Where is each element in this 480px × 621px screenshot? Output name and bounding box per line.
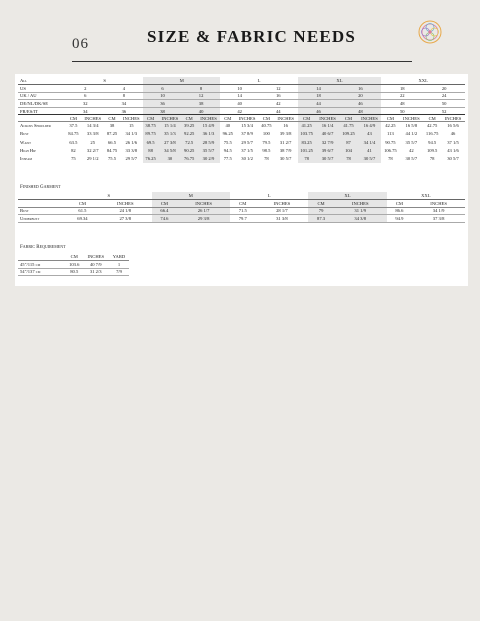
size-value: 44 (298, 100, 340, 108)
measurement-value: 29 1/2 (86, 156, 99, 162)
measurement-value: 40 (225, 123, 231, 129)
unit-inches: INCHES (316, 115, 340, 122)
garment-size-xl: XL (308, 192, 386, 200)
region-label: DE/NL/DK/SE (18, 100, 66, 108)
size-value: 16 (259, 92, 298, 100)
measurement-value: 30 (158, 155, 182, 163)
conversion-row (18, 100, 465, 108)
measurement-value: 78 (429, 156, 435, 162)
size-value: 38 (182, 100, 221, 108)
measurement-value: 79.5 (262, 139, 271, 145)
size-value: 20 (423, 85, 465, 93)
unit-cm: CM (66, 253, 83, 261)
measurement-value: 38 (109, 123, 115, 129)
measurement-value: 37 8/9 (241, 131, 253, 137)
unit-inches: INCHES (403, 115, 420, 121)
garment-value: 24 1/8 (99, 207, 152, 215)
measurement-value: 39 3/8 (279, 131, 292, 137)
size-value: 46 (339, 100, 381, 108)
garment-value: 61.5 (66, 207, 99, 215)
fabric-value: 40 7/9 (83, 261, 109, 269)
unit-cm: CM (339, 115, 357, 122)
measurement-value: 15 (129, 123, 134, 129)
measurement-value: 38.75 (143, 121, 158, 129)
size-value: 42 (259, 100, 298, 108)
unit-yard: YARD (109, 253, 129, 261)
unit-inches: INCHES (83, 253, 109, 261)
measurement-value: 72.5 (182, 138, 197, 146)
size-value: 6 (66, 92, 105, 100)
garment-unit-row (18, 200, 465, 208)
measurement-value: 40 6/7 (316, 130, 340, 138)
size-value: 10 (143, 92, 182, 100)
measurement-value: 14 3/4 (86, 123, 99, 129)
garment-value: 37 3/8 (412, 215, 465, 223)
unit-cm: CM (152, 200, 178, 208)
size-value: 14 (220, 92, 259, 100)
garment-value: 31 3/8 (256, 215, 309, 223)
measurement-value: 29 5/7 (125, 156, 138, 162)
measurement-value: 41.25 (298, 121, 316, 129)
size-value: 38 (143, 107, 182, 115)
measurement-label: Inseam (20, 156, 33, 162)
measurement-label: Waist (20, 139, 32, 145)
region-label: US (18, 85, 66, 93)
measurement-value: 41 (358, 146, 382, 154)
measurement-value: 29 5/7 (241, 139, 253, 145)
measurement-value: 113 (387, 131, 394, 137)
measurement-value: 34 5/8 (158, 146, 182, 154)
measurement-value: 33 3/8 (125, 148, 138, 153)
measurement-value: 92.25 (182, 130, 197, 138)
garment-value: 79 (308, 207, 334, 215)
unit-inches: INCHES (334, 200, 387, 208)
measurement-value: 76.75 (182, 155, 197, 163)
garment-value: 74.6 (152, 215, 178, 223)
measurement-label: High Hip (20, 148, 36, 153)
unit-cm: CM (308, 200, 334, 208)
conversion-row (18, 107, 465, 115)
size-value: 42 (220, 107, 259, 115)
measurement-value: 35 5/7 (197, 146, 221, 154)
size-value: 14 (298, 85, 340, 93)
size-value: 34 (66, 107, 105, 115)
measurement-value: 90.25 (182, 146, 197, 154)
size-value: 52 (423, 107, 465, 115)
measurement-value: 103.75 (298, 130, 316, 138)
measurement-value: 84.75 (106, 148, 118, 153)
measurement-value: 42 (409, 148, 414, 153)
garment-value: 29 3/8 (177, 215, 230, 223)
unit-inches: INCHES (256, 200, 309, 208)
size-value: 2 (66, 85, 105, 93)
conversion-row (18, 85, 465, 93)
size-value: 46 (298, 107, 340, 115)
garment-value: 71.5 (230, 207, 256, 215)
measurement-value: 106.75 (384, 148, 397, 153)
measurement-value: 83.25 (298, 138, 316, 146)
garment-size-m: M (152, 192, 230, 200)
measurement-value: 15 1/4 (158, 121, 182, 129)
measurement-value: 37 1/5 (447, 139, 459, 145)
garment-value: 69.34 (66, 215, 99, 223)
measurement-value: 30 5/7 (405, 156, 418, 162)
garment-value: 94.9 (387, 215, 413, 223)
measurement-value: 26 1/6 (125, 139, 138, 145)
garment-value: 34 3/8 (334, 215, 387, 223)
measurement-value: 41.75 (339, 121, 357, 129)
unit-spacer (18, 253, 66, 261)
measurement-value: 33 3/8 (86, 131, 99, 137)
fabric-value: 31 2/3 (83, 268, 109, 276)
garment-label: Underbust (18, 215, 66, 223)
fabric-row (18, 261, 129, 269)
size-value: 22 (381, 92, 423, 100)
unit-inches: INCHES (177, 200, 230, 208)
measurement-value: 78 (264, 156, 269, 162)
unit-cm: CM (262, 115, 270, 121)
measurement-value: 89.75 (143, 130, 158, 138)
measurement-value: 98.5 (262, 148, 271, 153)
measurement-value: 76.25 (143, 155, 158, 163)
measurement-value: 96.25 (222, 131, 233, 137)
size-header-m: M (143, 77, 220, 85)
garment-size-s: S (66, 192, 152, 200)
measurement-value: 116.75 (425, 131, 439, 137)
measurement-value: 78 (339, 155, 357, 163)
measurement-value: 88 (143, 146, 158, 154)
measurement-value: 42.75 (426, 123, 438, 129)
measurement-label: Bust (20, 131, 29, 137)
size-chart-table (18, 77, 465, 163)
measurement-value: 30 5/7 (279, 156, 292, 162)
measurement-value: 27 3/8 (158, 138, 182, 146)
header-spacer (18, 192, 66, 200)
measurement-value: 87.25 (106, 131, 118, 137)
measurement-value: 37 1/5 (241, 148, 253, 153)
unit-inches: INCHES (158, 115, 182, 122)
measurement-row (18, 155, 465, 163)
size-value: 12 (182, 92, 221, 100)
measurement-value: 37.5 (69, 123, 78, 129)
size-value: 40 (220, 100, 259, 108)
title-divider (72, 61, 412, 62)
measurement-value: 30 2/9 (197, 155, 221, 163)
region-label: UK / AU (18, 92, 66, 100)
finished-garment-table (18, 192, 465, 223)
measurement-value: 109.25 (339, 130, 357, 138)
unit-inches: INCHES (99, 200, 152, 208)
measurement-value: 84.75 (68, 131, 79, 137)
fabric-value: 80.5 (66, 268, 83, 276)
measurement-value: 32 2/7 (86, 148, 99, 153)
size-value: 50 (423, 100, 465, 108)
size-value: 8 (105, 92, 144, 100)
measurement-value: 43 (358, 130, 382, 138)
size-value: 36 (143, 100, 182, 108)
measurement-value: 75.5 (107, 156, 117, 162)
measurement-value: 16 5/8 (405, 123, 418, 129)
unit-inches: INCHES (238, 115, 256, 121)
size-value: 12 (259, 85, 298, 93)
measurement-value: 35 1/3 (158, 130, 182, 138)
unit-cm: CM (182, 115, 197, 122)
size-value: 40 (182, 107, 221, 115)
garment-size-l: L (230, 192, 308, 200)
size-value: 48 (339, 107, 381, 115)
page-number: 06 (72, 36, 89, 52)
measurement-row (18, 121, 465, 129)
measurement-value: 82 (71, 148, 76, 153)
fabric-unit-row (18, 253, 129, 261)
measurement-value: 34 1/3 (125, 131, 138, 137)
measurement-value: 100 (262, 131, 270, 137)
measurement-value: 30 5/7 (358, 155, 382, 163)
size-value: 44 (259, 107, 298, 115)
measurement-value: 78 (388, 156, 393, 162)
size-value: 20 (339, 92, 381, 100)
fabric-requirement-title: Fabric Requirement (20, 245, 66, 250)
measurement-value: 90.75 (385, 139, 396, 145)
measurement-value: 75.5 (223, 139, 232, 145)
garment-value: 31 1/9 (334, 207, 387, 215)
garment-value: 26 1/7 (177, 207, 230, 215)
unit-inches: INCHES (358, 115, 382, 122)
measurement-value: 16 (283, 123, 288, 129)
measurement-value: 30 1/2 (241, 156, 253, 162)
garment-value: 28 1/7 (256, 207, 309, 215)
measurement-value: 77.5 (223, 156, 232, 162)
garment-value: 86.6 (387, 207, 413, 215)
unit-inches: INCHES (197, 115, 221, 122)
unit-spacer (18, 200, 66, 208)
garment-label: Bust (18, 207, 66, 215)
fabric-width-label: 45"/115 cm (18, 261, 66, 269)
measurement-value: 63.5 (69, 139, 78, 145)
measurement-value: 94.5 (428, 139, 437, 145)
size-value: 32 (66, 100, 105, 108)
measurement-value: 34 1/4 (358, 138, 382, 146)
unit-cm: CM (69, 115, 77, 121)
measurement-value: 36 1/3 (197, 130, 221, 138)
size-header-label: All (18, 77, 66, 85)
fabric-width-label: 54"/137 cm (18, 268, 66, 276)
size-value: 18 (381, 85, 423, 93)
garment-row (18, 207, 465, 215)
measurement-value: 101.25 (298, 146, 316, 154)
size-value: 50 (381, 107, 423, 115)
measurement-value: 104 (339, 146, 357, 154)
unit-cm: CM (386, 115, 394, 121)
measurement-value: 35 5/7 (405, 139, 418, 145)
measurement-value: 38 7/9 (279, 148, 292, 153)
measurement-value: 87 (339, 138, 357, 146)
unit-cm: CM (230, 200, 256, 208)
unit-cm: CM (298, 115, 316, 122)
size-header-l: L (220, 77, 297, 85)
size-value: 10 (220, 85, 259, 93)
fabric-requirement-table (18, 253, 129, 276)
measurement-row (18, 138, 465, 146)
measurement-value: 16 1/4 (316, 121, 340, 129)
fabric-row (18, 268, 129, 276)
unit-cm: CM (66, 200, 99, 208)
measurement-value: 43 1/6 (447, 148, 459, 153)
unit-inches: INCHES (412, 200, 465, 208)
garment-value: 79.7 (230, 215, 256, 223)
unit-cm: CM (428, 115, 436, 121)
size-header-row (18, 77, 465, 85)
measurement-value: 66.5 (107, 139, 117, 145)
measurement-value: 28 5/9 (197, 138, 221, 146)
unit-inches: INCHES (123, 115, 140, 121)
size-header-xl: XL (298, 77, 382, 85)
measurement-value: 109.5 (426, 148, 438, 153)
unit-cm: CM (108, 115, 116, 121)
unit-inches: INCHES (277, 115, 294, 121)
fabric-value: 103.6 (66, 261, 83, 269)
measurement-row (18, 130, 465, 138)
size-value: 16 (339, 85, 381, 93)
conversion-row (18, 92, 465, 100)
measurement-value: 46 (450, 131, 456, 137)
size-value: 4 (105, 85, 144, 93)
unit-inches: INCHES (84, 115, 101, 121)
measurement-value: 75 (71, 156, 76, 162)
size-value: 34 (105, 100, 144, 108)
size-value: 24 (423, 92, 465, 100)
garment-size-header (18, 192, 465, 200)
measurement-value: 69.5 (143, 138, 158, 146)
measurement-label: Across Shoulder (20, 123, 51, 129)
size-chart-card (15, 74, 468, 286)
mandala-logo-icon (418, 20, 442, 44)
size-value: 36 (105, 107, 144, 115)
measurement-value: 30 5/7 (316, 155, 340, 163)
size-value: 18 (298, 92, 340, 100)
measurement-value: 25 (90, 139, 95, 145)
garment-size-xxl: XXL (387, 192, 465, 200)
measurement-value: 15 3/4 (241, 123, 253, 129)
measurement-value: 42.25 (385, 123, 396, 129)
size-value: 8 (182, 85, 221, 93)
measurement-value: 30 5/7 (447, 156, 459, 162)
garment-value: 66.4 (152, 207, 178, 215)
fabric-value: 1 (109, 261, 129, 269)
measurement-value: 40.75 (261, 123, 272, 129)
measurement-value: 15 4/9 (197, 121, 221, 129)
measurement-value: 94.5 (223, 148, 232, 153)
region-label: FR/ES/IT (18, 107, 66, 115)
garment-value: 27 3/8 (99, 215, 152, 223)
measurement-value: 31 2/7 (279, 139, 292, 145)
measurement-value: 39 6/7 (316, 146, 340, 154)
unit-inches: INCHES (444, 115, 462, 121)
page-title: SIZE & FABRIC NEEDS (147, 27, 357, 46)
garment-value: 34 1/9 (412, 207, 465, 215)
measurement-value: 39.25 (182, 121, 197, 129)
size-header-s: S (66, 77, 143, 85)
measurement-value: 44 1/2 (405, 131, 418, 137)
unit-cm: CM (143, 115, 158, 122)
measurement-value: 16 5/6 (447, 123, 459, 129)
measurement-row (18, 146, 465, 154)
fabric-value: 7/9 (109, 268, 129, 276)
garment-row (18, 215, 465, 223)
finished-garment-title: Finished Garment (20, 185, 61, 190)
measurement-value: 16 4/9 (358, 121, 382, 129)
size-header-xxl: XXL (381, 77, 465, 85)
size-value: 6 (143, 85, 182, 93)
size-value: 48 (381, 100, 423, 108)
garment-value: 87.3 (308, 215, 334, 223)
unit-cm: CM (224, 115, 232, 121)
measurement-value: 78 (298, 155, 316, 163)
measurement-value: 32 7/9 (316, 138, 340, 146)
unit-cm: CM (387, 200, 413, 208)
